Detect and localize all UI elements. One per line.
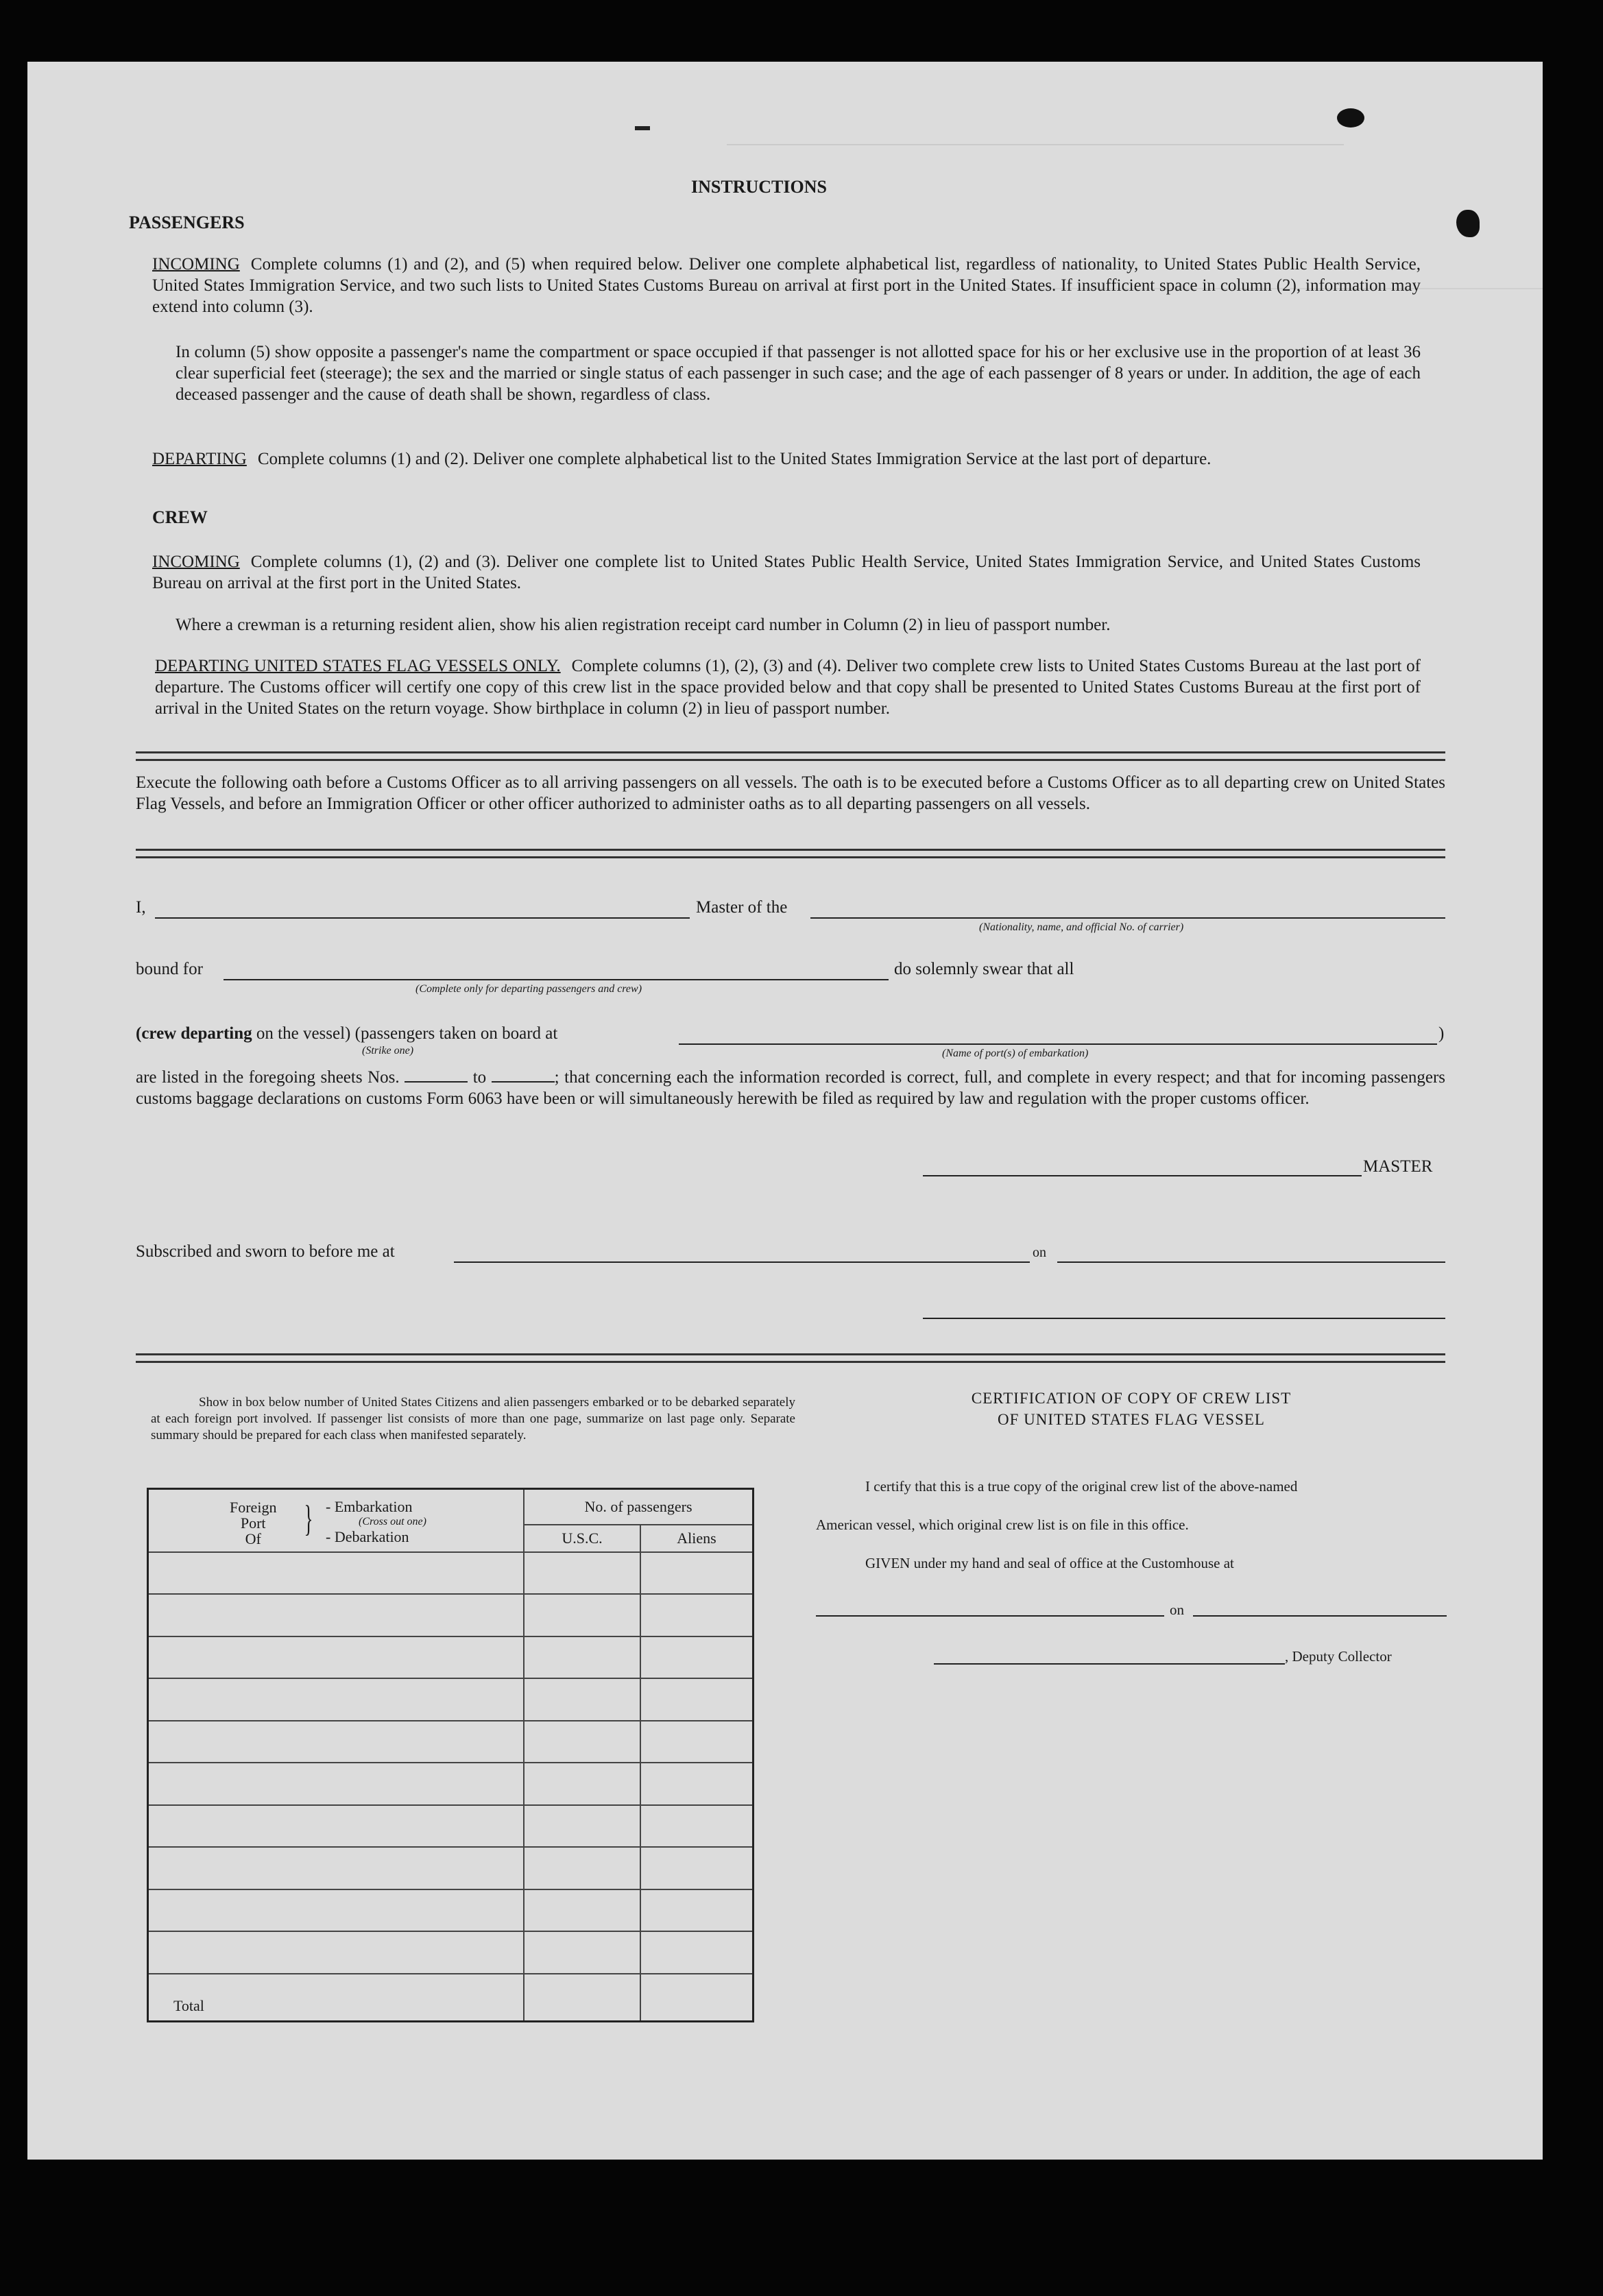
total-aliens-cell[interactable] (640, 1974, 754, 2022)
passengers-incoming-label: INCOMING (152, 255, 240, 274)
embarkation-ports-field[interactable] (679, 1043, 1437, 1045)
total-label: Total (148, 1974, 525, 2022)
aliens-cell[interactable] (640, 1636, 754, 1679)
usc-cell[interactable] (524, 1721, 640, 1763)
sheet-to-field[interactable] (492, 1067, 555, 1083)
ink-mark (635, 126, 650, 130)
oath-statement-text: ; that concerning each the information recorded is correct, full, and complete in every respect; and that for incoming passengers customs baggage declarations on customs Form 6063 have been or will simultaneously herewith be filed as required by law and regulation with the proper customs officer. (136, 1068, 1446, 1108)
aliens-cell[interactable] (640, 1763, 754, 1805)
deputy-signature-field[interactable] (934, 1663, 1285, 1665)
of-label: Of (245, 1530, 261, 1547)
officer-signature-field[interactable] (923, 1318, 1445, 1319)
table-row (148, 1763, 754, 1805)
port-cell[interactable] (148, 1805, 525, 1848)
certification-title-line1: CERTIFICATION OF COPY OF CREW LIST (971, 1390, 1292, 1407)
sworn-date-field[interactable] (1057, 1261, 1445, 1263)
master-name-field[interactable] (155, 917, 690, 919)
summary-instruction: Show in box below number of United States Citizens and alien passengers embarked or to be debarked separately at each foreign port involved. If passenger list consists of more than one page, summarize on last page only. Separate summary should be prepared for each class when manifested separately. (151, 1395, 795, 1442)
certification-line2: American vessel, which original crew list is on file in this office. (816, 1516, 1189, 1533)
crew-incoming-detail: Where a crewman is a returning resident alien, show his alien registration receipt card number in Column (2) in lieu of passport number. (176, 616, 1111, 634)
close-paren: ) (1438, 1024, 1445, 1043)
oath-instruction: Execute the following oath before a Customs Officer as to all arriving passengers on all vessels. The oath is to be executed before a Customs Officer as to all departing crew on United States Flag Vessels, and before an Immigration Officer or other officer authorized to administer oaths as to all departing passengers on all vessels. (136, 773, 1445, 813)
port-cell[interactable] (148, 1594, 525, 1636)
usc-cell[interactable] (524, 1763, 640, 1805)
passengers-departing-text: Complete columns (1) and (2). Deliver one complete alphabetical list to the United States Immigration Service at the last port of departure. (257, 450, 1212, 468)
sworn-location-field[interactable] (454, 1261, 1030, 1263)
bound-for-hint: (Complete only for departing passengers and crew) (415, 983, 642, 995)
table-row (148, 1721, 754, 1763)
usc-cell[interactable] (524, 1889, 640, 1932)
bound-for-field[interactable] (224, 979, 889, 980)
crew-departing-paragraph (155, 655, 1421, 719)
aliens-cell[interactable] (640, 1805, 754, 1848)
customhouse-field[interactable] (816, 1615, 1164, 1617)
port-cell[interactable] (148, 1721, 525, 1763)
oath-i-label: I, (136, 898, 146, 917)
brace-icon: } (304, 1498, 313, 1539)
aliens-cell[interactable] (640, 1552, 754, 1595)
divider-bottom (136, 1353, 1445, 1363)
passengers-incoming-paragraph (152, 254, 1421, 317)
passengers-header: PASSENGERS (129, 213, 245, 232)
sworn-on-label: on (1033, 1245, 1046, 1260)
ink-blot (1456, 210, 1480, 237)
crew-departing-label: DEPARTING UNITED STATES FLAG VESSELS ONLY. (155, 657, 561, 675)
passengers-departing-paragraph (152, 448, 1421, 470)
debarkation-label[interactable]: - Debarkation (326, 1528, 409, 1545)
oath-strike-line (136, 1024, 557, 1043)
aliens-header: Aliens (640, 1525, 754, 1552)
usc-cell[interactable] (524, 1678, 640, 1721)
port-cell[interactable] (148, 1847, 525, 1889)
sheet-from-field[interactable] (405, 1067, 468, 1083)
embarkation-label[interactable]: - Embarkation (326, 1498, 413, 1515)
certification-line3: GIVEN under my hand and seal of office at the Customhouse at (865, 1555, 1234, 1571)
port-cell[interactable] (148, 1763, 525, 1805)
certification-date-field[interactable] (1193, 1615, 1447, 1617)
sheets-to-label: to (472, 1068, 487, 1087)
subscribed-label: Subscribed and sworn to before me at (136, 1242, 395, 1261)
aliens-cell[interactable] (640, 1847, 754, 1889)
on-vessel-text: on the vessel) (256, 1024, 351, 1043)
port-cell[interactable] (148, 1889, 525, 1932)
table-row (148, 1889, 754, 1932)
aliens-cell[interactable] (640, 1594, 754, 1636)
passengers-taken-option[interactable]: (passengers taken on board at (354, 1024, 558, 1043)
passengers-departing-label: DEPARTING (152, 450, 247, 468)
table-row (148, 1594, 754, 1636)
oath-master-of-label: Master of the (696, 898, 788, 917)
foreign-label: Foreign (230, 1499, 277, 1516)
usc-cell[interactable] (524, 1636, 640, 1679)
port-cell[interactable] (148, 1678, 525, 1721)
port-cell[interactable] (148, 1636, 525, 1679)
carrier-field[interactable] (810, 917, 1445, 919)
table-row (148, 1931, 754, 1974)
usc-cell[interactable] (524, 1552, 640, 1595)
aliens-cell[interactable] (640, 1889, 754, 1932)
aliens-cell[interactable] (640, 1678, 754, 1721)
table-row (148, 1678, 754, 1721)
divider-upper (136, 751, 1445, 761)
certification-line1: I certify that this is a true copy of the original crew list of the above-named (865, 1478, 1298, 1495)
oath-statement (136, 1067, 1445, 1109)
total-row (148, 1974, 754, 2022)
form-page (27, 62, 1543, 2160)
master-signature-field[interactable] (923, 1175, 1362, 1176)
certification-title (816, 1388, 1447, 1430)
carrier-field-hint: (Nationality, name, and official No. of carrier) (979, 921, 1184, 933)
passengers-incoming-detail: In column (5) show opposite a passenger's name the compartment or space occupied if that passenger is not allotted space for his or her exclusive use in the proportion of at least 36 clear superficial feet (steerage); the sex and the married or single status of each passenger in such case; and the age of each passenger of 8 years or under. In addition, the age of each deceased passenger and the cause of death shall be shown, regardless of class. (176, 343, 1421, 404)
table-row (148, 1847, 754, 1889)
crew-incoming-text: Complete columns (1), (2) and (3). Deliver one complete list to United States Public Health Service, United States Immigration Service, and United States Customs Bureau on arrival at the first port in the United States. (152, 553, 1421, 592)
usc-header: U.S.C. (524, 1525, 640, 1552)
cross-out-hint: (Cross out one) (359, 1516, 426, 1527)
table-row (148, 1552, 754, 1595)
crew-incoming-label: INCOMING (152, 553, 240, 571)
total-usc-cell[interactable] (524, 1974, 640, 2022)
oath-swear-text: do solemnly swear that all (894, 960, 1074, 978)
crew-header: CREW (152, 507, 208, 527)
master-signature-label: MASTER (1363, 1157, 1433, 1176)
no-passengers-header: No. of passengers (524, 1489, 754, 1525)
oath-bound-for-label: bound for (136, 960, 203, 978)
port-cell[interactable] (148, 1931, 525, 1974)
sheets-label: are listed in the foregoing sheets Nos. (136, 1068, 400, 1087)
passengers-incoming-text: Complete columns (1) and (2), and (5) when required below. Deliver one complete alphabetical list, regardless of nationality, to United States Public Health Service, United States Immigration Service, and two such lists to United States Customs Bureau on arrival at first port in the United States. If insufficient space in column (2), information may extend into column (3). (152, 255, 1421, 316)
crew-departing-option[interactable]: (crew departing (136, 1024, 252, 1043)
crew-incoming-paragraph (152, 551, 1421, 594)
port-cell[interactable] (148, 1552, 525, 1595)
crew-departing-text: Complete columns (1), (2), (3) and (4). Deliver two complete crew lists to United States Customs Bureau at the last port of departure. The Customs officer will certify one copy of this crew list in the space provided below and that copy shall be presented to United States Customs Bureau at the first port of arrival in the United States on the return voyage. Show birthplace in column (2) in lieu of passport number. (155, 657, 1421, 718)
foreign-port-header (148, 1489, 525, 1552)
strike-one-hint: (Strike one) (362, 1045, 414, 1056)
aliens-cell[interactable] (640, 1721, 754, 1763)
usc-cell[interactable] (524, 1931, 640, 1974)
port-label: Port (240, 1514, 266, 1532)
aliens-cell[interactable] (640, 1931, 754, 1974)
usc-cell[interactable] (524, 1805, 640, 1848)
usc-cell[interactable] (524, 1847, 640, 1889)
table-row (148, 1636, 754, 1679)
bleed-through-marks (727, 137, 1412, 219)
divider-lower (136, 849, 1445, 858)
ink-blot (1337, 108, 1364, 128)
usc-cell[interactable] (524, 1594, 640, 1636)
embarkation-ports-hint: (Name of port(s) of embarkation) (942, 1048, 1089, 1059)
deputy-collector-label: , Deputy Collector (1285, 1648, 1392, 1665)
certification-title-line2: OF UNITED STATES FLAG VESSEL (998, 1411, 1265, 1428)
table-row (148, 1805, 754, 1848)
certification-on-label: on (1170, 1602, 1184, 1618)
page-title: INSTRUCTIONS (691, 177, 827, 197)
passenger-summary-table (147, 1488, 754, 2022)
